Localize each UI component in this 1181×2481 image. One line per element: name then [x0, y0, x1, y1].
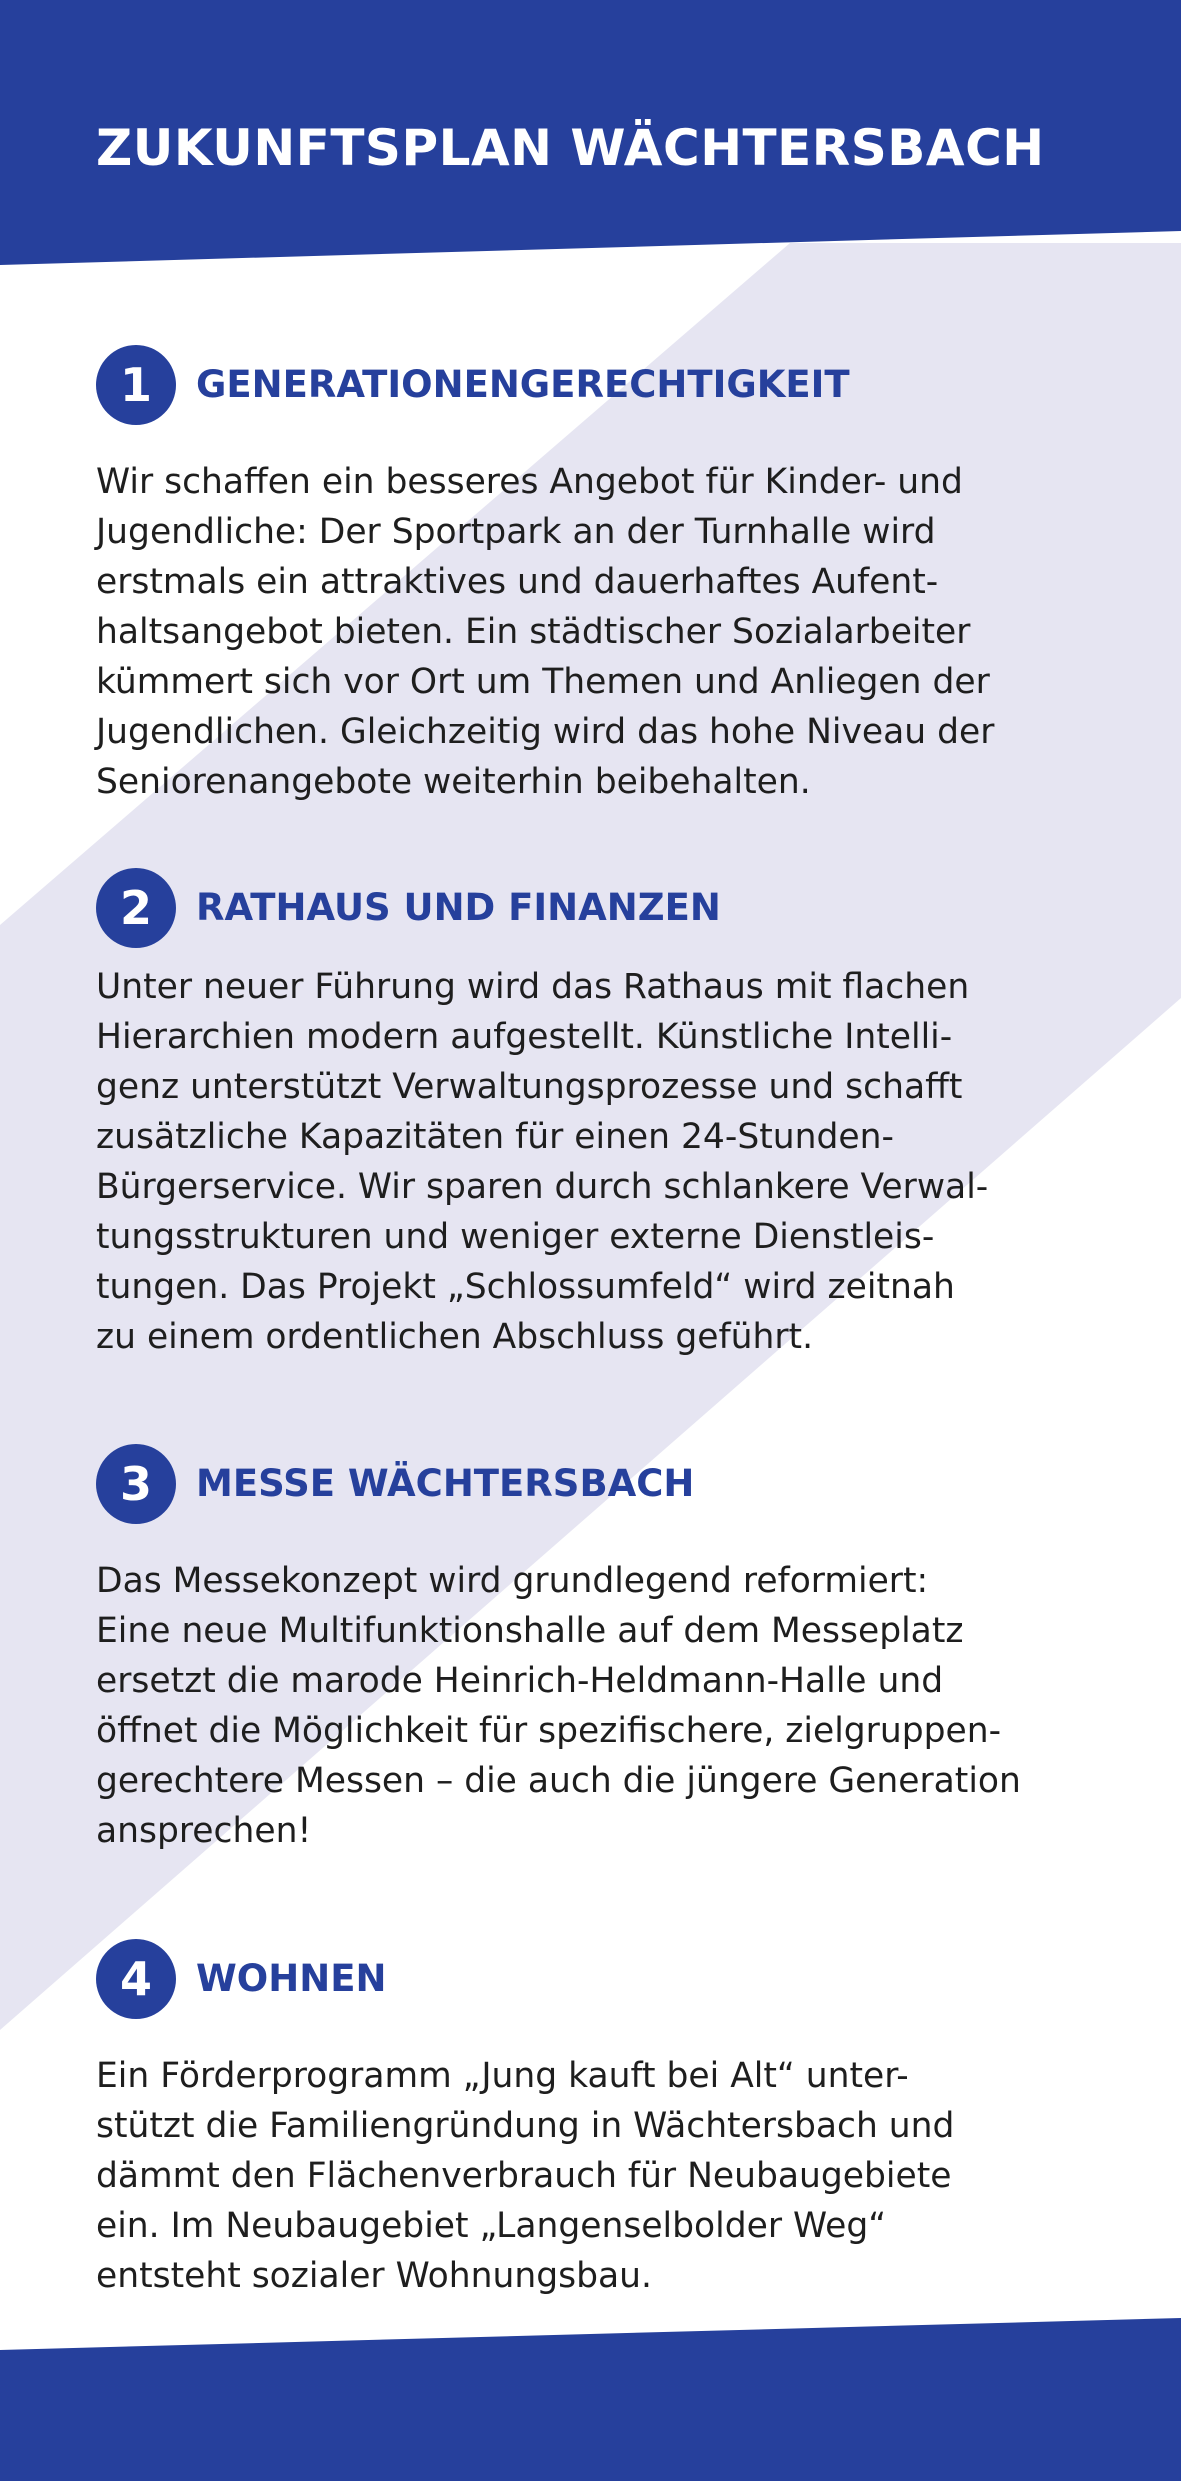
section-header [96, 1939, 1096, 2019]
section-title: MESSE WÄCHTERSBACH [196, 1462, 695, 1505]
body-line: ansprechen! [96, 1811, 312, 1851]
body-line: Hierarchien modern aufgestellt. Künstliche Intelli- [96, 1017, 953, 1057]
section-number-badge: 1 [96, 345, 176, 425]
section-body [96, 457, 1096, 807]
body-line: Wir schaffen ein besseres Angebot für Kinder- und [96, 462, 963, 502]
body-line: ersetzt die marode Heinrich-Heldmann-Halle und [96, 1661, 944, 1701]
body-line: genz unterstützt Verwaltungsprozesse und schafft [96, 1067, 963, 1107]
body-line: tungsstrukturen und weniger externe Dienstleis- [96, 1217, 935, 1257]
body-line: öffnet die Möglichkeit für spezifischere, zielgruppen- [96, 1711, 1002, 1751]
body-line: zusätzliche Kapazitäten für einen 24-Stunden- [96, 1117, 894, 1157]
body-line: gerechtere Messen – die auch die jüngere Generation [96, 1761, 1021, 1801]
section-number-badge: 4 [96, 1939, 176, 2019]
section-number-badge: 3 [96, 1444, 176, 1524]
body-line: Bürgerservice. Wir sparen durch schlankere Verwal- [96, 1167, 989, 1207]
body-line: kümmert sich vor Ort um Themen und Anliegen der [96, 662, 990, 702]
body-line: erstmals ein attraktives und dauerhaftes Aufent- [96, 562, 939, 602]
body-line: stützt die Familiengründung in Wächtersbach und [96, 2106, 955, 2146]
body-line: dämmt den Flächenverbrauch für Neubaugebiete [96, 2156, 952, 2196]
section-title: RATHAUS UND FINANZEN [196, 886, 721, 929]
section-body [96, 2051, 1096, 2301]
section-body [96, 962, 1096, 1362]
page-title: ZUKUNFTSPLAN WÄCHTERSBACH [96, 119, 1045, 177]
body-line: Eine neue Multifunktionshalle auf dem Messeplatz [96, 1611, 964, 1651]
section-header [96, 868, 1096, 948]
body-line: Jugendliche: Der Sportpark an der Turnhalle wird [96, 512, 936, 552]
body-line: haltsangebot bieten. Ein städtischer Sozialarbeiter [96, 612, 971, 652]
body-line: Ein Förderprogramm „Jung kauft bei Alt“ unter- [96, 2056, 909, 2096]
footer-band [0, 2318, 1181, 2481]
body-line: ein. Im Neubaugebiet „Langenselbolder Weg“ [96, 2206, 887, 2246]
section-header [96, 345, 1096, 425]
section-title: GENERATIONENGERECHTIGKEIT [196, 363, 850, 406]
section-header [96, 1444, 1096, 1524]
body-line: tungen. Das Projekt „Schlossumfeld“ wird zeitnah [96, 1267, 955, 1307]
section-title: WOHNEN [196, 1957, 387, 2000]
section-number-badge: 2 [96, 868, 176, 948]
body-line: Unter neuer Führung wird das Rathaus mit flachen [96, 967, 970, 1007]
section-body [96, 1556, 1096, 1856]
body-line: Jugendlichen. Gleichzeitig wird das hohe Niveau der [96, 712, 995, 752]
body-line: Das Messekonzept wird grundlegend reformiert: [96, 1561, 929, 1601]
body-line: entsteht sozialer Wohnungsbau. [96, 2256, 652, 2296]
body-line: zu einem ordentlichen Abschluss geführt. [96, 1317, 814, 1357]
body-line: Seniorenangebote weiterhin beibehalten. [96, 762, 811, 802]
